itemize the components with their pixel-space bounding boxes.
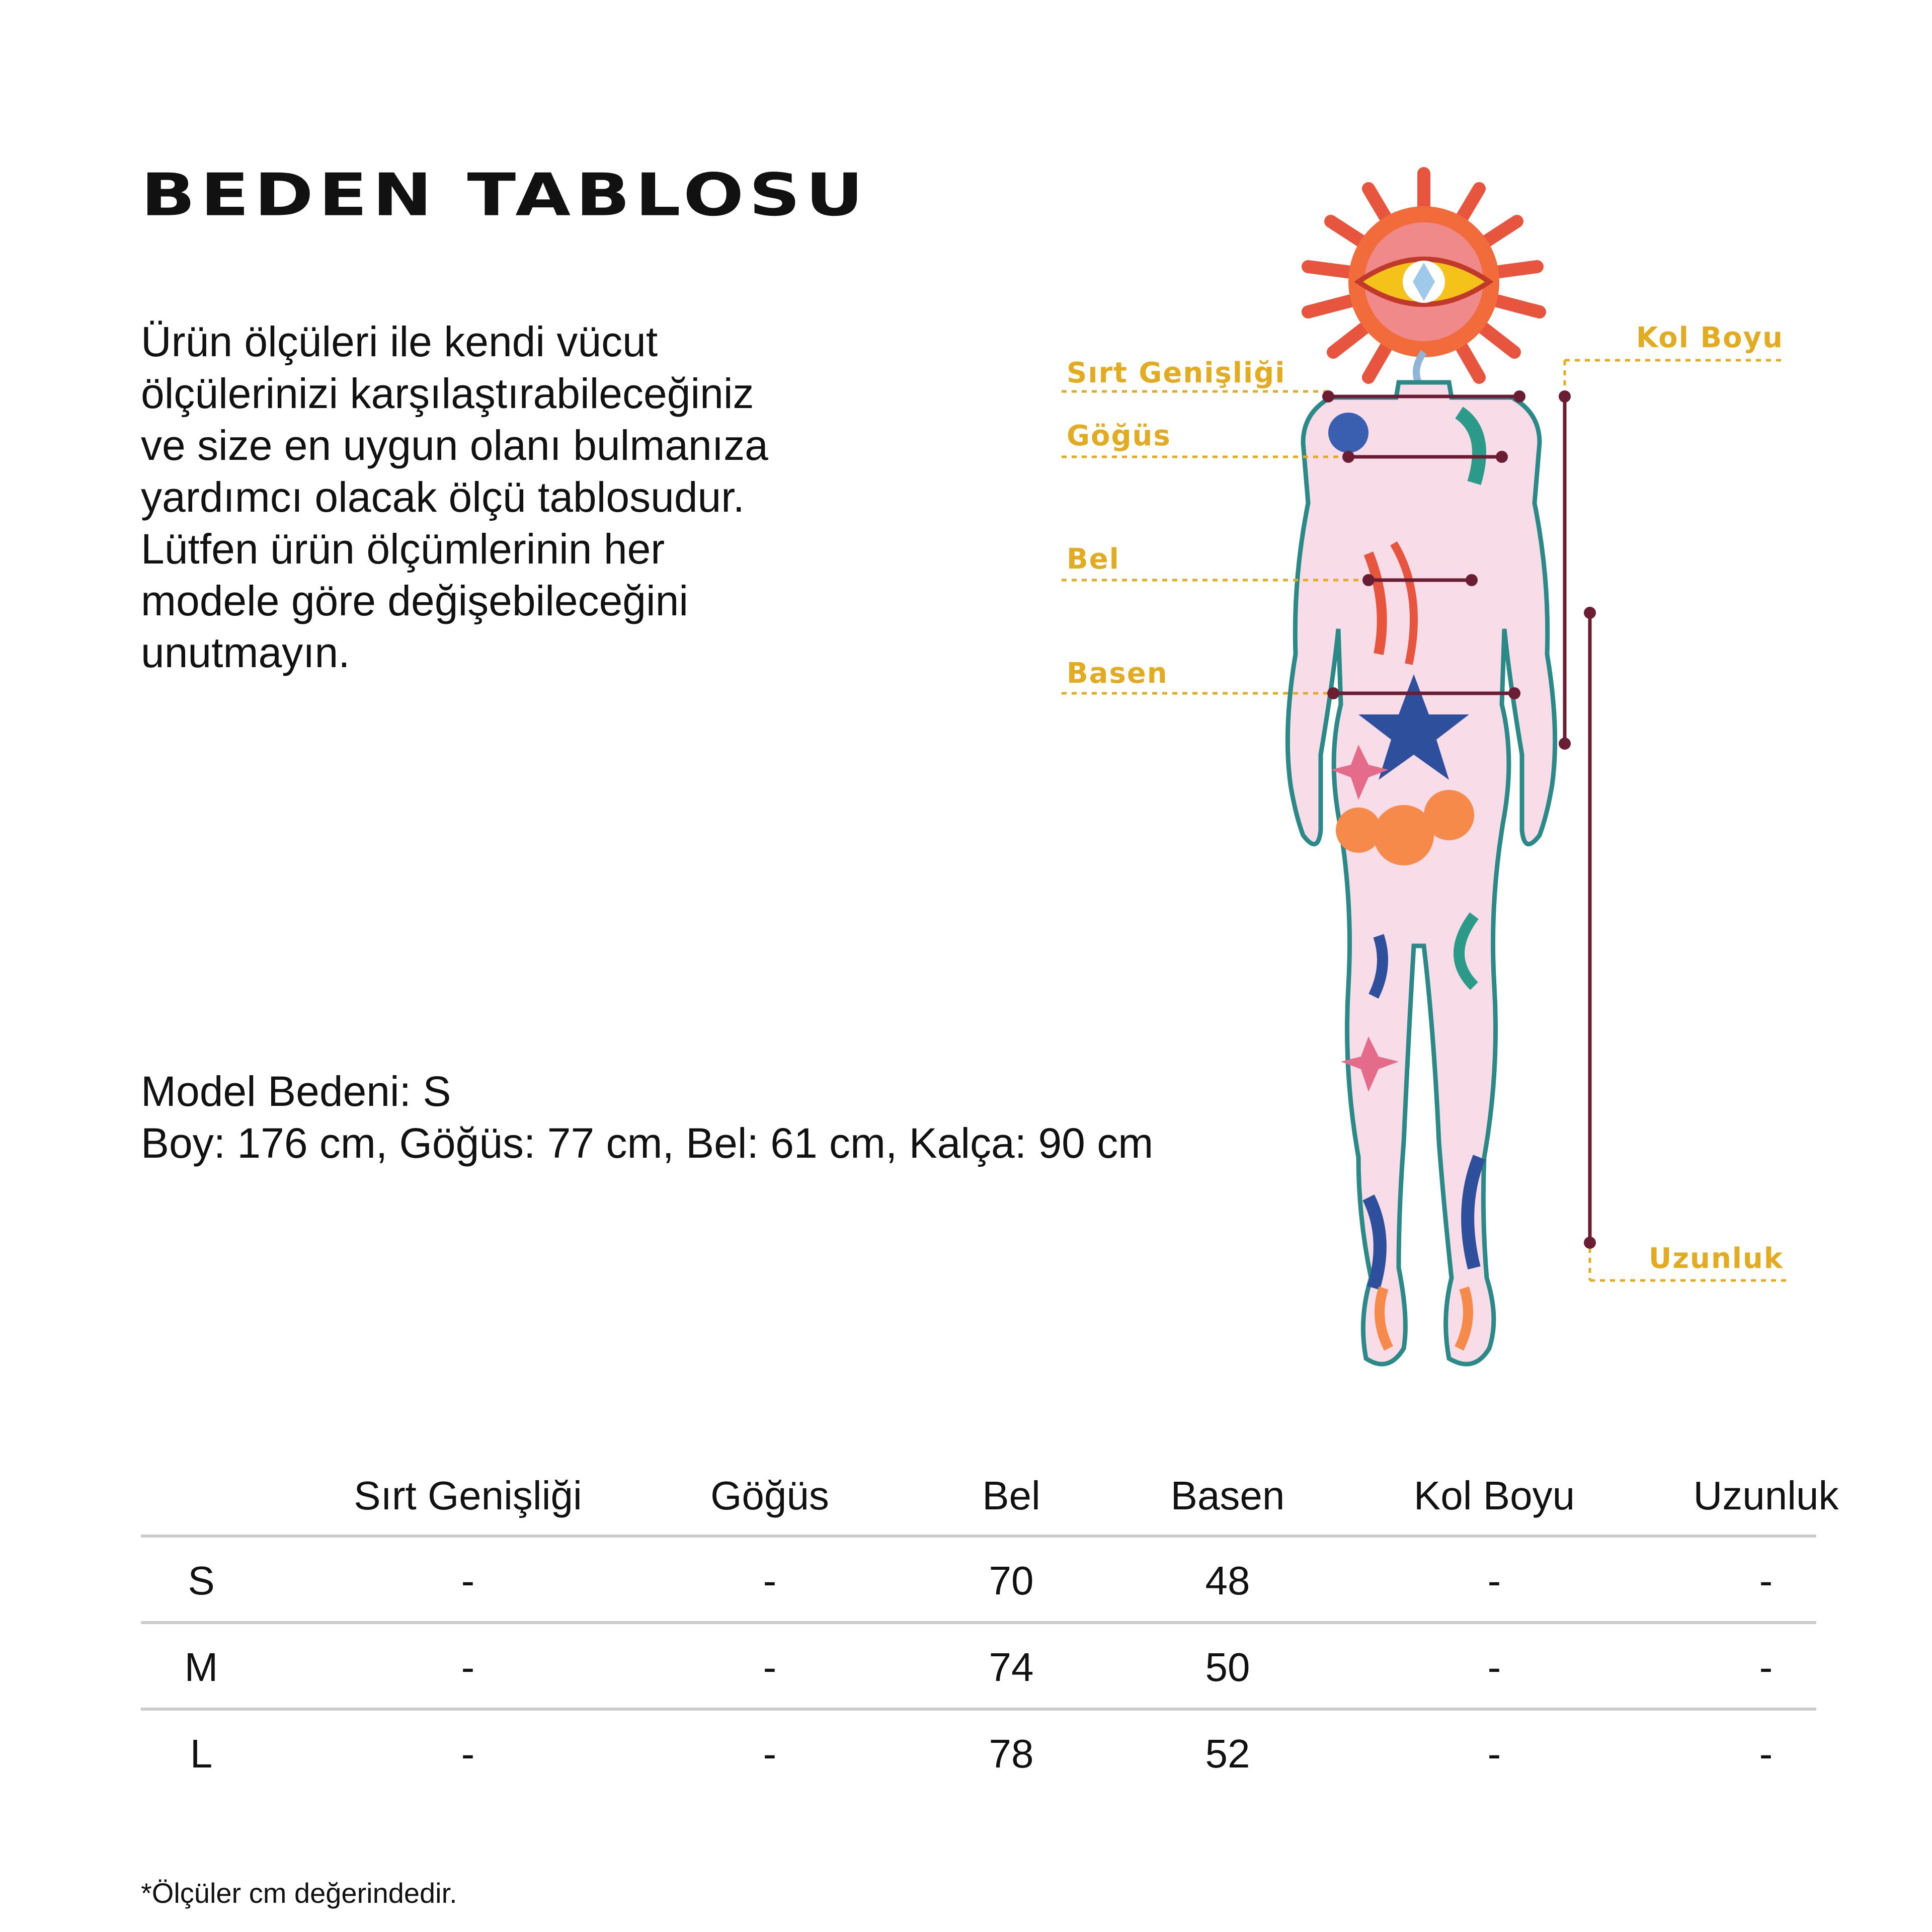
value-cell: - <box>763 1558 777 1603</box>
intro-line: ölçülerinizi karşılaştırabileceğiniz <box>141 370 754 417</box>
value-cell: - <box>461 1731 475 1776</box>
value-cell: 50 <box>1205 1645 1250 1689</box>
value-cell: - <box>1759 1558 1773 1603</box>
label-bel: Bel <box>1067 543 1120 576</box>
size-cell: S <box>188 1558 215 1603</box>
header-sirt-genisligi: Sırt Genişliği <box>354 1473 582 1518</box>
value-cell: - <box>763 1645 777 1689</box>
page-title: BEDEN TABLOSU <box>141 161 869 229</box>
value-cell: - <box>461 1645 475 1689</box>
footnote: *Ölçüler cm değerindedir. <box>141 1877 457 1909</box>
header-basen: Basen <box>1170 1473 1285 1518</box>
value-cell: - <box>763 1731 777 1776</box>
value-cell: 48 <box>1205 1558 1250 1603</box>
value-cell: - <box>1487 1558 1501 1603</box>
header-gogus: Göğüs <box>710 1473 829 1518</box>
label-kol-boyu: Kol Boyu <box>1636 321 1784 354</box>
header-bel: Bel <box>982 1473 1040 1518</box>
sun-head-icon <box>1308 174 1540 392</box>
table-header-row <box>141 1454 1839 1538</box>
header-size <box>181 1454 282 1538</box>
label-gogus: Göğüs <box>1067 420 1171 452</box>
value-cell: 70 <box>989 1558 1034 1603</box>
table-row <box>141 1538 1816 1624</box>
size-table <box>141 1454 1839 1797</box>
header-kol-boyu: Kol Boyu <box>1413 1473 1575 1518</box>
intro-line: unutmayın. <box>141 629 350 676</box>
body-silhouette <box>1287 382 1555 1364</box>
intro-line: Ürün ölçüleri ile kendi vücut <box>141 318 658 365</box>
intro-line: ve size en uygun olanı bulmanıza <box>141 422 768 469</box>
intro-line: yardımcı olacak ölçü tablosudur. <box>141 473 745 521</box>
model-size: Model Bedeni: S <box>141 1068 451 1115</box>
label-sirt-genisligi: Sırt Genişliği <box>1067 357 1286 389</box>
value-cell: - <box>1759 1645 1773 1689</box>
table-row <box>141 1624 1816 1711</box>
value-cell: 74 <box>989 1645 1034 1689</box>
value-cell: - <box>461 1558 475 1603</box>
table-row <box>141 1711 1816 1797</box>
intro-line: modele göre değişebileceğini <box>141 577 689 624</box>
value-cell: 52 <box>1205 1731 1250 1776</box>
value-cell: - <box>1759 1731 1773 1776</box>
header-uzunluk: Uzunluk <box>1693 1473 1839 1518</box>
intro-line: Lütfen ürün ölçümlerinin her <box>141 525 665 573</box>
model-measurements: Boy: 176 cm, Göğüs: 77 cm, Bel: 61 cm, Kalça: 90 cm <box>141 1119 1154 1167</box>
size-cell: M <box>184 1645 218 1689</box>
label-basen: Basen <box>1067 657 1168 690</box>
label-uzunluk: Uzunluk <box>1648 1242 1784 1275</box>
value-cell: - <box>1487 1731 1501 1776</box>
value-cell: 78 <box>989 1731 1034 1776</box>
value-cell: - <box>1487 1645 1501 1689</box>
size-cell: L <box>190 1731 213 1776</box>
